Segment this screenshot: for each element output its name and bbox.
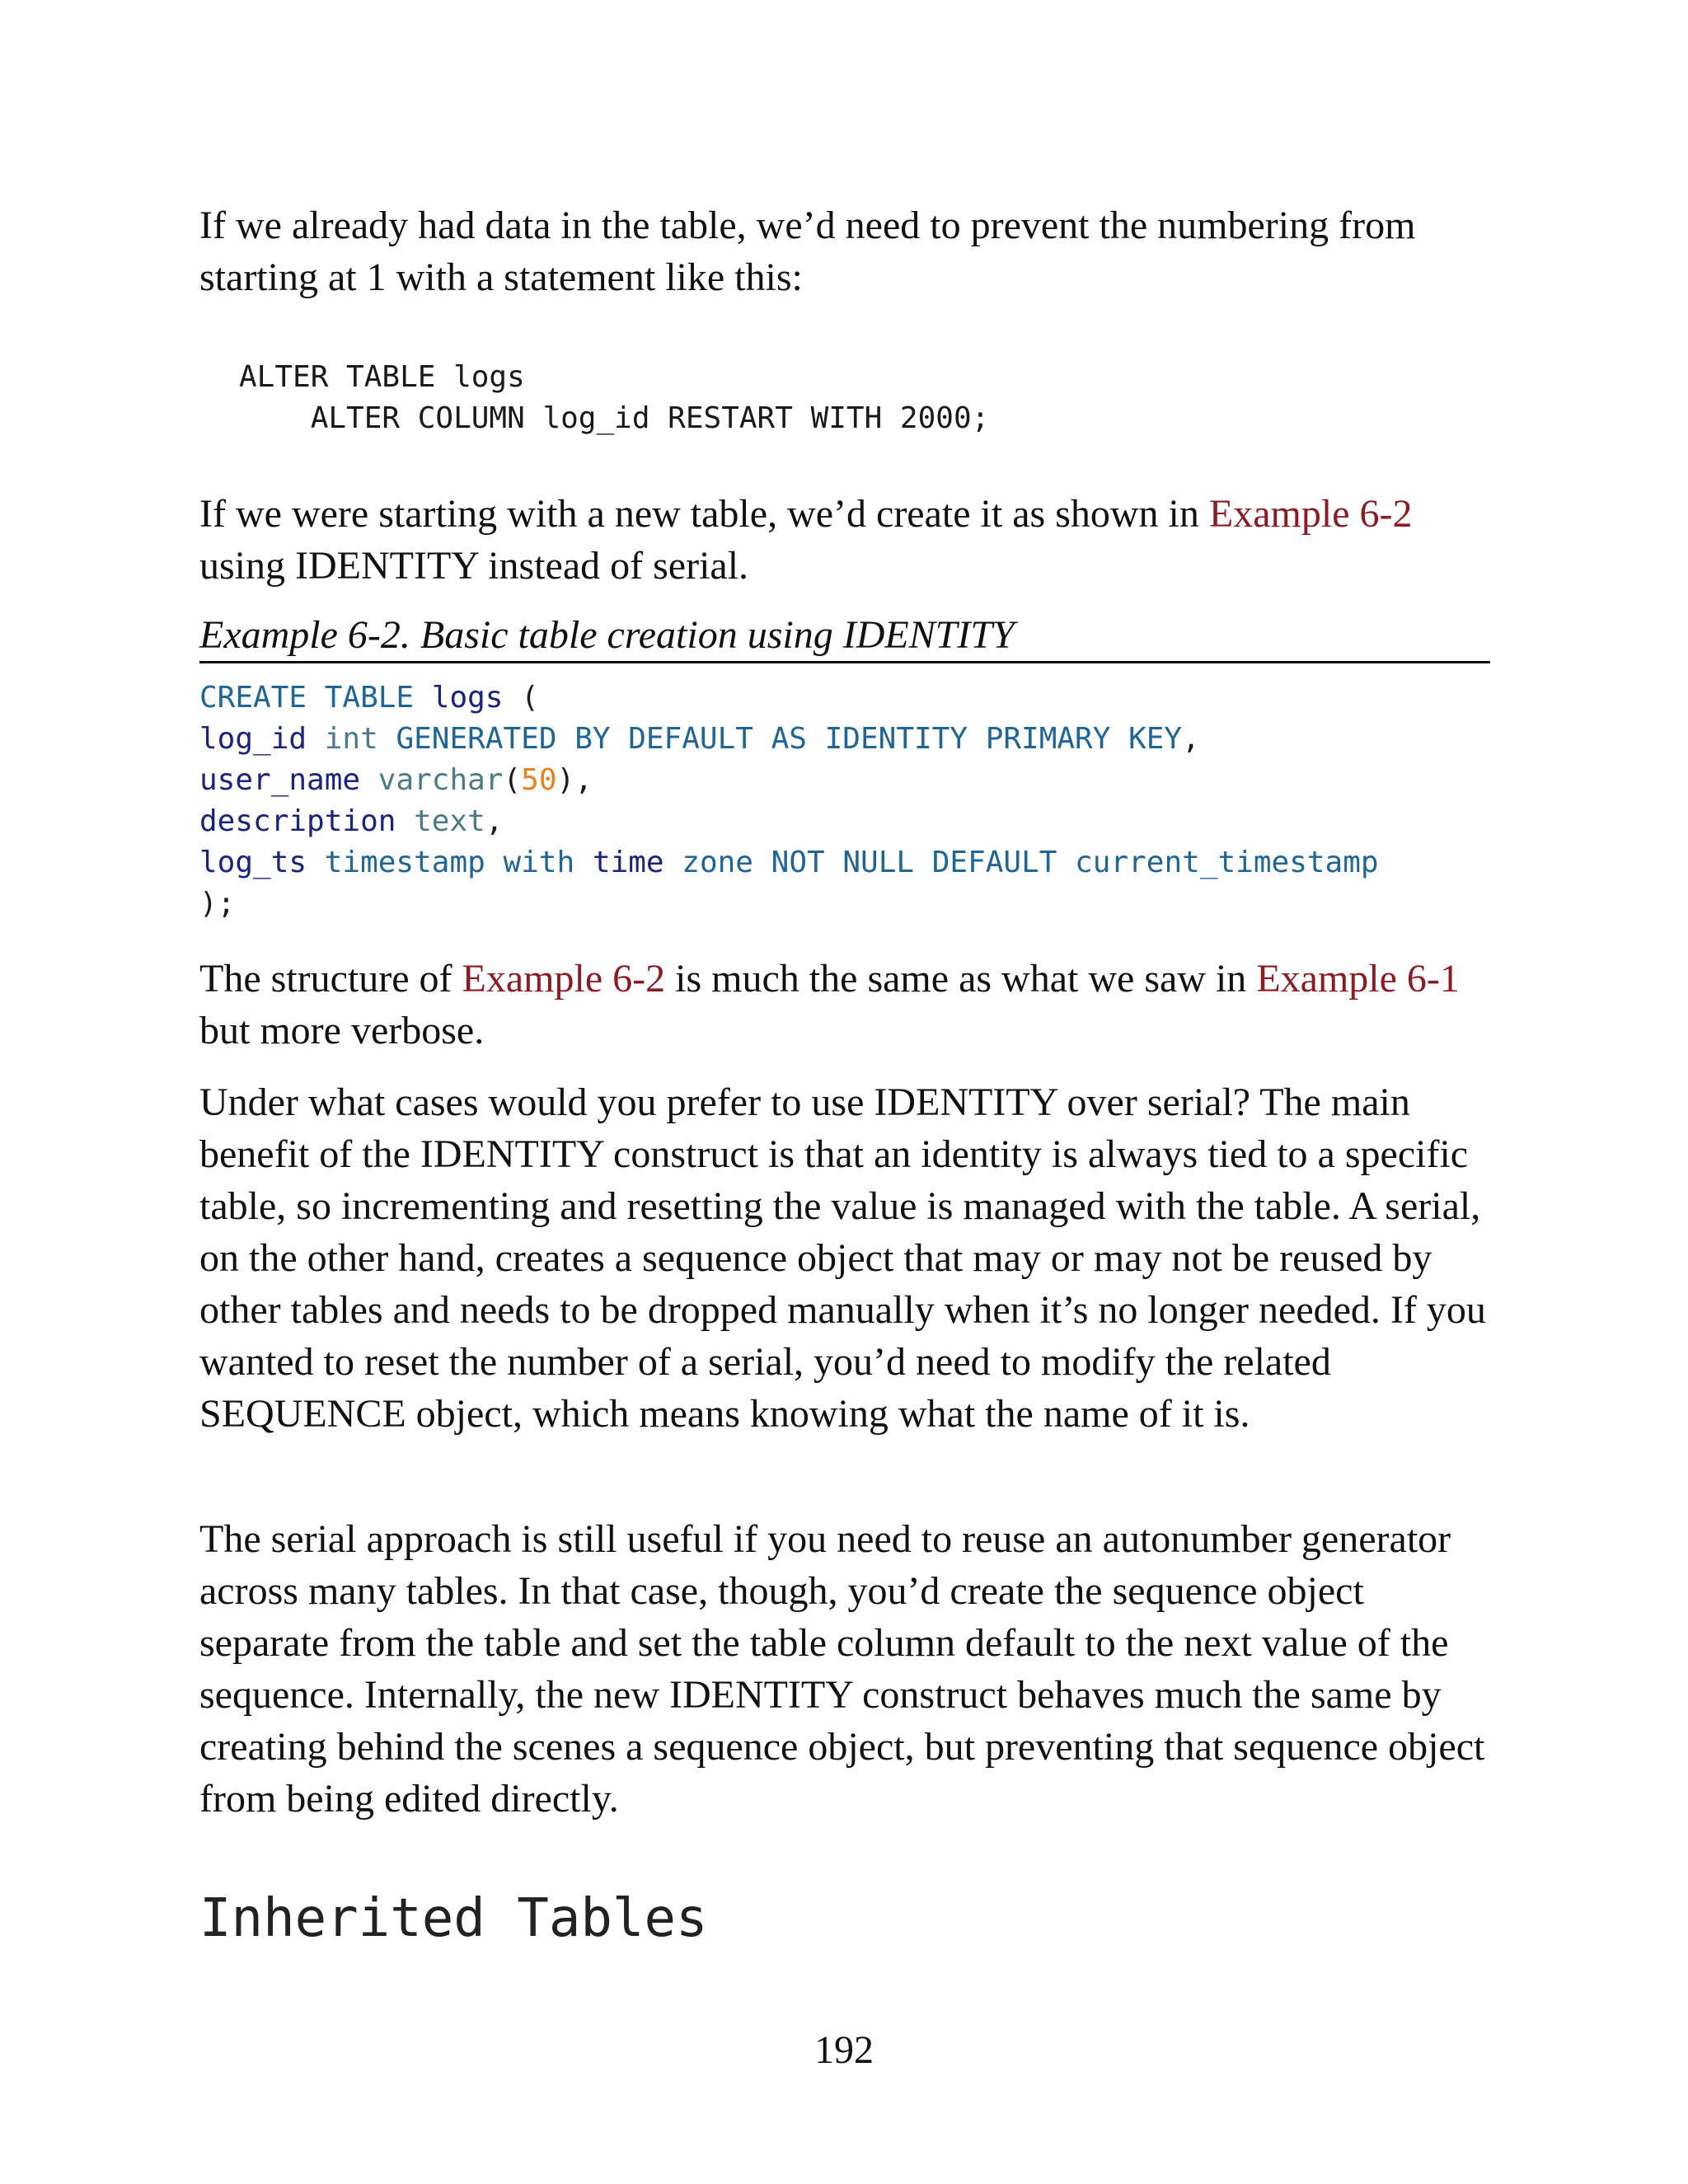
code-identifier: logs [431, 681, 504, 715]
code-identifier: log_id [199, 722, 307, 756]
code-keyword: zone NOT NULL DEFAULT current_timestamp [682, 846, 1379, 879]
code-keyword: with [503, 846, 575, 879]
code-keyword: CREATE TABLE [199, 681, 415, 715]
code-type: timestamp [324, 846, 485, 879]
paragraph-text: is much the same as what we saw in [665, 957, 1257, 1001]
paragraph-new-table [199, 488, 1493, 592]
paragraph-text: using IDENTITY instead of serial. [199, 544, 749, 588]
paragraph-identity-vs-serial [199, 1076, 1493, 1440]
code-punct: ); [199, 887, 236, 921]
code-identifier: log_ts [199, 846, 307, 879]
code-punct: ( [503, 681, 539, 715]
paragraph-structure [199, 953, 1493, 1057]
code-type: text [414, 804, 485, 838]
code-punct: , [1182, 722, 1200, 756]
section-heading: Inherited Tables [199, 1888, 708, 1949]
code-identifier: description [199, 804, 396, 838]
paragraph-text: The structure of [199, 957, 462, 1001]
code-identifier: time [592, 846, 664, 879]
paragraph-text: but more verbose. [199, 1009, 485, 1052]
example-caption: Example 6-2. Basic table creation using IDENTITY [199, 610, 1490, 663]
paragraph-text: If we were starting with a new table, we’d create it as shown in [199, 492, 1209, 536]
page-number: 192 [814, 2028, 874, 2072]
code-type: varchar [377, 763, 504, 797]
paragraph-text: The serial approach is still useful if you need to reuse an autonumber generator across many tables. In that case, though, you’d create the sequence object separate from the table and set the table column default to the next value of the sequence. Internally, the new IDENTITY construct behaves much the same by creating behind the scenes a sequence object, but preventing that sequence object from being edited directly. [199, 1517, 1485, 1821]
example-6-1-link[interactable]: Example 6-1 [1256, 957, 1460, 1001]
code-block-alter-table [239, 357, 989, 439]
paragraph-text: Under what cases would you prefer to use IDENTITY over serial? The main benefit of the IDENTITY construct is that an identity is always tied to a specific table, so incrementing and resetting the value is managed with the table. A serial, on the other hand, creates a sequence object that may or may not be reused by other tables and needs to be dropped manually when it’s no longer needed. If you wanted to reset the number of a serial, you’d need to modify the related SEQUENCE object, which means knowing what the name of it is. [199, 1080, 1486, 1436]
code-keyword: GENERATED BY DEFAULT AS IDENTITY PRIMARY KEY [396, 722, 1183, 756]
paragraph-intro-text: If we already had data in the table, we’d need to prevent the numbering from starting at 1 with a statement like this: [199, 204, 1416, 299]
code-line: ALTER TABLE logs [239, 360, 525, 394]
example-6-2-link[interactable]: Example 6-2 [1208, 492, 1413, 536]
code-identifier: user_name [199, 763, 361, 797]
code-number: 50 [521, 763, 557, 797]
code-type: int [324, 722, 378, 756]
paragraph-intro [199, 199, 1493, 303]
paragraph-serial-approach [199, 1513, 1493, 1825]
code-line: ALTER COLUMN log_id RESTART WITH 2000; [239, 401, 990, 435]
example-6-2-link[interactable]: Example 6-2 [462, 957, 666, 1001]
code-punct: ( [503, 763, 522, 797]
code-punct: ), [556, 763, 593, 797]
code-block-create-table [199, 677, 1379, 925]
code-punct: , [485, 804, 504, 838]
